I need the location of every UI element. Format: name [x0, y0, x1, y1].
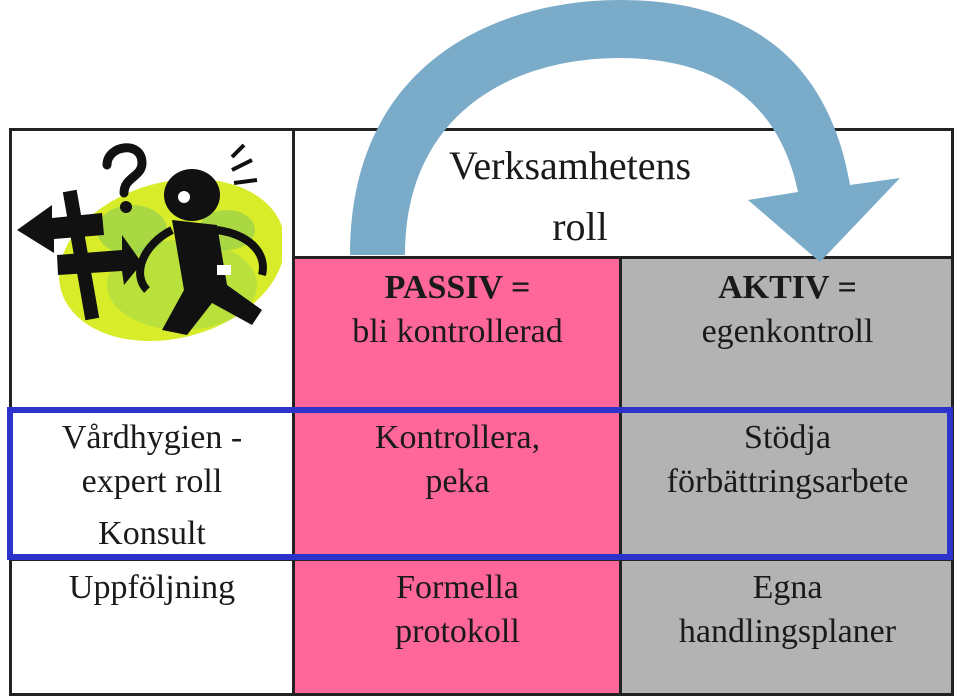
row1-label-line2: expert roll	[81, 463, 223, 500]
row2-label-line1: Uppföljning	[68, 569, 236, 606]
confused-person-clipart-icon	[12, 135, 282, 365]
row2-passive-line1: Formella	[396, 569, 519, 606]
row1-active-line2: förbättringsarbete	[666, 463, 909, 500]
row1-label-extra: Konsult	[98, 515, 206, 552]
passive-subtitle: bli kontrollerad	[352, 313, 563, 350]
row1-active-line1: Stödja	[744, 419, 831, 456]
passive-title: PASSIV =	[384, 269, 531, 306]
highlight-frame	[7, 407, 953, 560]
active-subtitle: egenkontroll	[701, 313, 874, 350]
row1-passive-line2: peka	[425, 463, 490, 500]
row1-passive-line1: Kontrollera,	[374, 419, 541, 456]
row2-passive-line2: protokoll	[395, 613, 520, 650]
active-title: AKTIV =	[718, 269, 857, 306]
header-title-line2: roll	[552, 204, 608, 249]
row2-active-line2: handlingsplaner	[678, 613, 897, 650]
row1-label-line1: Vårdhygien -	[61, 419, 243, 456]
row2-active-line1: Egna	[752, 569, 823, 606]
header-title-line1: Verksamhetens	[448, 143, 692, 188]
